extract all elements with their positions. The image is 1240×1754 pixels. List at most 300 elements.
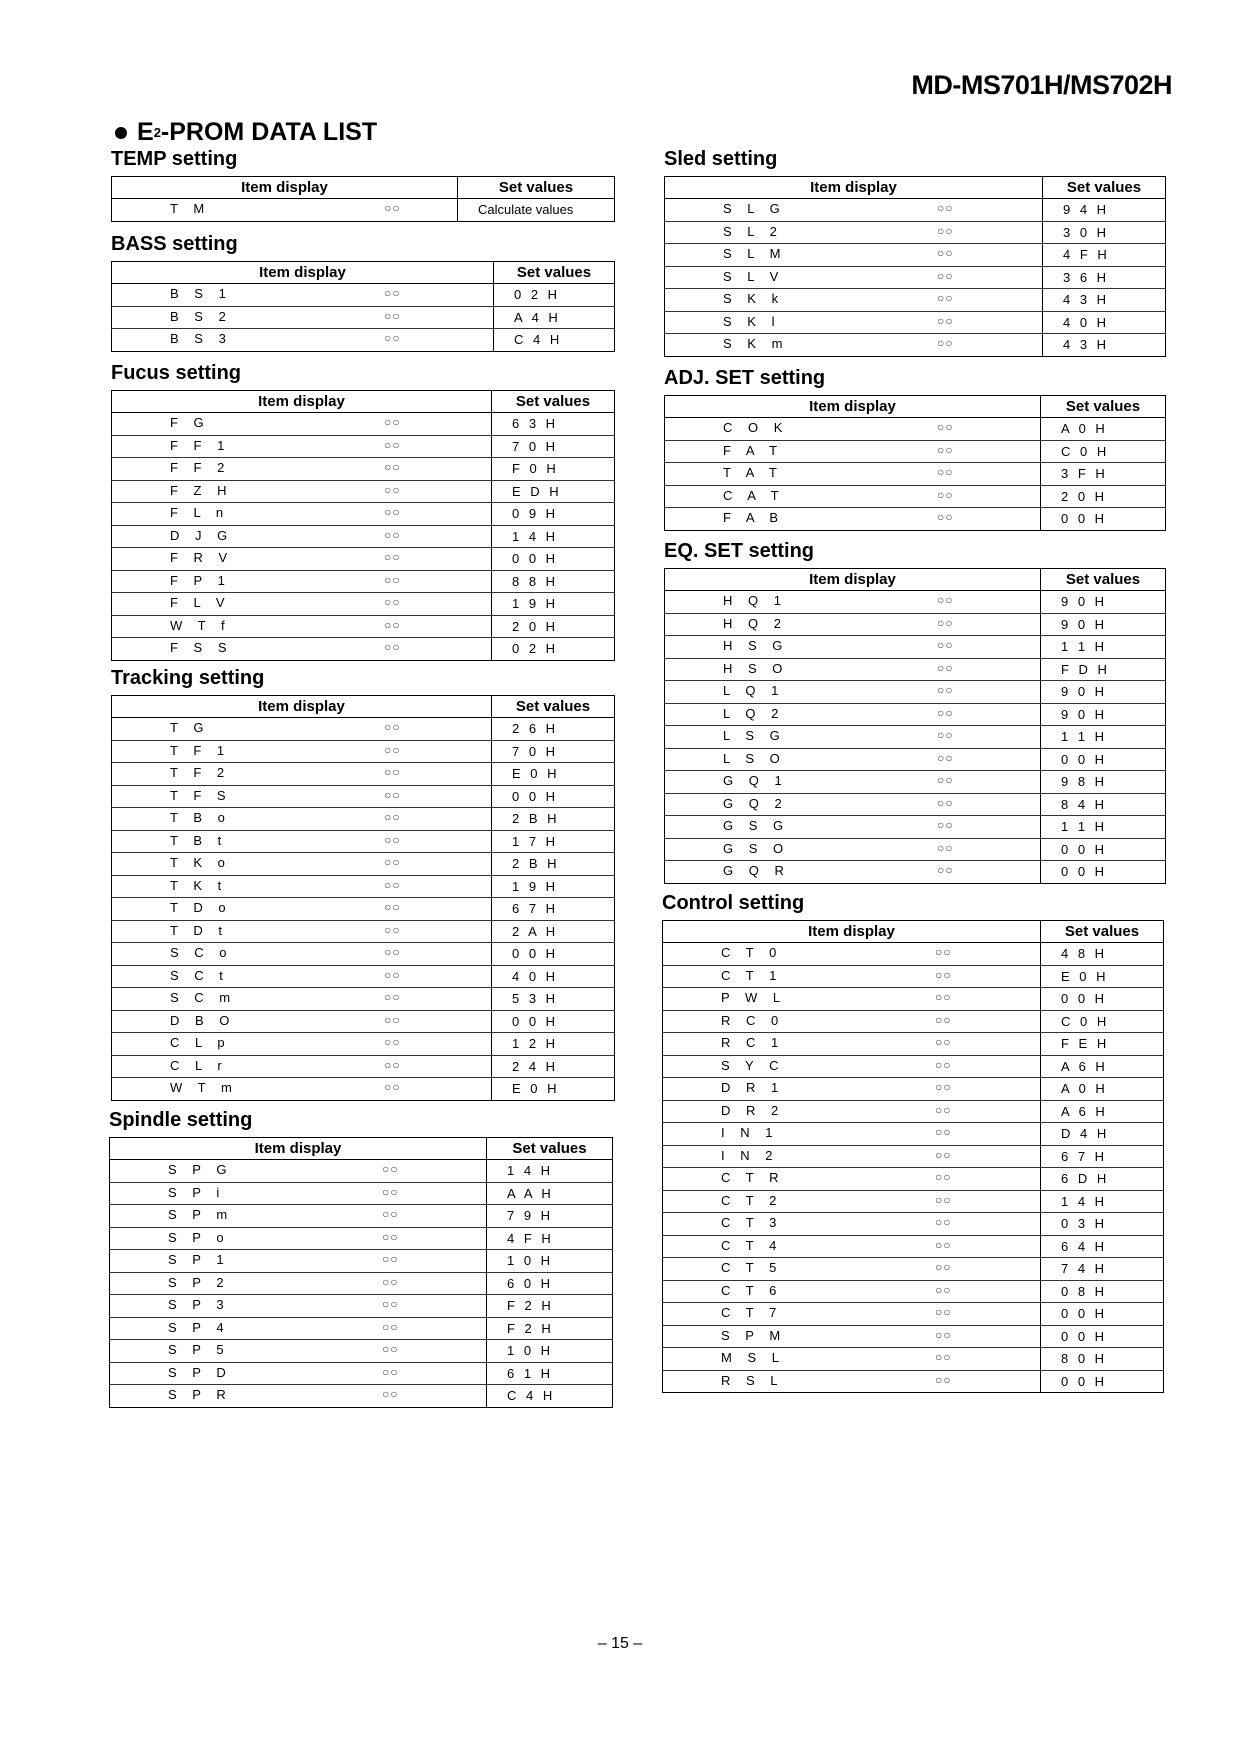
table-row [112, 480, 615, 503]
set-value-cell: 7 0 H [492, 435, 615, 458]
settings-table [662, 920, 1164, 1393]
item-display-cell [112, 199, 458, 222]
table-row [110, 1340, 613, 1363]
set-value-cell: F 2 H [487, 1317, 613, 1340]
item-code: H S O [723, 660, 789, 676]
item-code: B S 1 [170, 286, 232, 301]
item-code: F P 1 [170, 572, 231, 588]
item-display-cell [665, 440, 1041, 463]
settings-table [664, 395, 1166, 531]
item-display-cell [112, 875, 492, 898]
item-placeholder: ○○ [382, 1162, 399, 1176]
settings-table [111, 176, 615, 222]
item-display-cell [665, 508, 1041, 531]
table-row [663, 965, 1164, 988]
set-value-cell: 9 0 H [1041, 703, 1166, 726]
item-placeholder: ○○ [937, 683, 954, 697]
set-value-cell: 4 3 H [1043, 289, 1166, 312]
item-display-header: Item display [665, 396, 1041, 418]
table-row [112, 718, 615, 741]
table-row [112, 548, 615, 571]
table-row [665, 508, 1166, 531]
set-value-cell: 9 0 H [1041, 591, 1166, 614]
item-display-cell [665, 244, 1043, 267]
item-placeholder: ○○ [935, 1080, 952, 1094]
set-value-cell: C 4 H [494, 329, 615, 352]
item-display-cell [110, 1182, 487, 1205]
item-display-cell [112, 1078, 492, 1101]
item-placeholder: ○○ [937, 420, 954, 434]
item-code: S P D [168, 1364, 232, 1380]
set-value-cell: 0 0 H [1041, 508, 1166, 531]
item-placeholder: ○○ [384, 437, 401, 452]
item-code: H S G [723, 638, 789, 653]
item-display-cell [665, 726, 1041, 749]
set-value-cell: 4 0 H [1043, 311, 1166, 334]
item-placeholder: ○○ [937, 840, 954, 855]
set-value-cell: 3 6 H [1043, 266, 1166, 289]
set-value-cell: 2 B H [492, 853, 615, 876]
item-code: C L p [170, 1035, 231, 1050]
item-code: D J G [170, 527, 234, 543]
item-code: F Z H [170, 482, 233, 498]
table-row [112, 638, 615, 661]
item-placeholder: ○○ [937, 291, 954, 305]
item-placeholder: ○○ [384, 308, 401, 323]
item-display-cell [112, 593, 492, 616]
table-row [663, 1258, 1164, 1281]
item-display-cell [663, 1123, 1041, 1146]
set-values-header: Set values [487, 1138, 613, 1160]
item-placeholder: ○○ [382, 1387, 399, 1401]
set-value-cell: D 4 H [1041, 1123, 1164, 1146]
item-placeholder: ○○ [937, 268, 954, 283]
set-value-cell: 0 3 H [1041, 1213, 1164, 1236]
set-value-cell: 0 0 H [492, 943, 615, 966]
item-display-cell [665, 199, 1043, 222]
item-placeholder: ○○ [937, 795, 954, 810]
item-placeholder: ○○ [935, 945, 952, 959]
item-display-header: Item display [110, 1138, 487, 1160]
set-values-header: Set values [458, 177, 615, 199]
item-display-cell [663, 1280, 1041, 1303]
item-placeholder: ○○ [937, 615, 954, 630]
item-code: C T 3 [721, 1215, 783, 1230]
item-code: T M [170, 201, 211, 216]
item-placeholder: ○○ [384, 877, 401, 892]
set-value-cell: 0 8 H [1041, 1280, 1164, 1303]
set-value-cell: 2 A H [492, 920, 615, 943]
item-display-cell [112, 965, 492, 988]
item-code: C T 2 [721, 1192, 783, 1208]
item-code: C A T [723, 487, 785, 503]
set-value-cell: A 4 H [494, 306, 615, 329]
table-row [665, 485, 1166, 508]
table-row [112, 898, 615, 921]
table-row [665, 793, 1166, 816]
table-row [665, 726, 1166, 749]
item-display-cell [663, 1258, 1041, 1281]
item-placeholder: ○○ [937, 750, 954, 765]
item-code: S P i [168, 1184, 226, 1200]
item-code: F F 2 [170, 460, 231, 475]
item-placeholder: ○○ [382, 1342, 399, 1356]
set-value-cell: 8 4 H [1041, 793, 1166, 816]
item-display-cell [665, 816, 1041, 839]
set-values-header: Set values [492, 696, 615, 718]
item-code: M S L [721, 1350, 785, 1365]
item-placeholder: ○○ [935, 1350, 952, 1364]
set-value-cell: 0 0 H [1041, 748, 1166, 771]
section-title: Fucus setting [111, 362, 242, 384]
table-row [665, 748, 1166, 771]
set-value-cell: C 0 H [1041, 440, 1166, 463]
set-value-cell: 1 9 H [492, 875, 615, 898]
item-display-cell [665, 266, 1043, 289]
item-code: S L V [723, 268, 785, 284]
item-code: T K t [170, 877, 228, 893]
set-value-cell: 0 0 H [1041, 861, 1166, 884]
table-row [665, 244, 1166, 267]
table-row [112, 1078, 615, 1101]
table-row [665, 636, 1166, 659]
item-code: L Q 1 [723, 683, 785, 698]
set-value-cell: 6 4 H [1041, 1235, 1164, 1258]
item-display-cell [112, 570, 492, 593]
table-row [663, 1078, 1164, 1101]
item-placeholder: ○○ [937, 773, 954, 787]
item-display-header: Item display [112, 177, 458, 199]
section-title: Tracking setting [111, 667, 265, 689]
item-display-cell [665, 463, 1041, 486]
item-code: D B O [170, 1012, 236, 1028]
item-placeholder: ○○ [935, 1282, 952, 1297]
item-code: S Y C [721, 1057, 785, 1073]
item-code: B S 3 [170, 331, 232, 346]
item-display-cell [112, 808, 492, 831]
item-placeholder: ○○ [384, 640, 401, 654]
item-code: S C t [170, 967, 229, 983]
table-row [663, 1145, 1164, 1168]
item-display-cell [663, 1078, 1041, 1101]
item-code: D R 2 [721, 1102, 785, 1118]
table-row [665, 613, 1166, 636]
item-display-cell [665, 861, 1041, 884]
item-code: R C 1 [721, 1035, 785, 1050]
set-value-cell: 7 0 H [492, 740, 615, 763]
bass-section [111, 233, 615, 352]
item-placeholder: ○○ [384, 201, 401, 215]
table-row [112, 830, 615, 853]
item-code: G Q R [723, 863, 790, 878]
table-row [112, 458, 615, 481]
item-placeholder: ○○ [935, 1237, 952, 1252]
item-code: I N 1 [721, 1125, 779, 1140]
set-value-cell: 1 1 H [1041, 726, 1166, 749]
item-code: S P M [721, 1327, 787, 1343]
set-value-cell: 0 0 H [492, 785, 615, 808]
table-row [663, 988, 1164, 1011]
item-code: R C 0 [721, 1012, 785, 1028]
item-display-cell [665, 334, 1043, 357]
item-display-cell [663, 1348, 1041, 1371]
item-display-cell [112, 1033, 492, 1056]
item-display-cell [663, 1213, 1041, 1236]
item-code: G Q 1 [723, 773, 788, 788]
table-row [110, 1362, 613, 1385]
table-row [665, 591, 1166, 614]
table-row [665, 861, 1166, 884]
set-value-cell: E 0 H [492, 1078, 615, 1101]
item-code: T B o [170, 810, 231, 825]
item-placeholder: ○○ [935, 1125, 952, 1139]
table-row [112, 199, 615, 222]
item-code: H Q 1 [723, 593, 787, 608]
item-display-header: Item display [663, 921, 1041, 943]
item-placeholder: ○○ [382, 1207, 399, 1221]
item-placeholder: ○○ [937, 246, 954, 260]
set-value-cell: 1 4 H [1041, 1190, 1164, 1213]
section-title: Control setting [662, 892, 805, 914]
item-placeholder: ○○ [384, 900, 401, 914]
item-display-cell [110, 1317, 487, 1340]
item-display-cell [112, 525, 492, 548]
set-value-cell: A A H [487, 1182, 613, 1205]
table-row [112, 943, 615, 966]
item-display-cell [112, 548, 492, 571]
list-title [115, 118, 377, 147]
item-display-cell [112, 740, 492, 763]
control-section [662, 892, 1164, 1393]
set-value-cell: 2 4 H [492, 1055, 615, 1078]
settings-table [109, 1137, 613, 1408]
item-display-cell [110, 1385, 487, 1408]
section-title: EQ. SET setting [664, 540, 815, 562]
item-placeholder: ○○ [382, 1229, 399, 1244]
item-code: C T 1 [721, 967, 783, 983]
item-placeholder: ○○ [937, 863, 954, 877]
item-display-cell [665, 418, 1041, 441]
table-row [665, 221, 1166, 244]
item-display-cell [110, 1340, 487, 1363]
item-placeholder: ○○ [937, 487, 954, 502]
set-values-header: Set values [1041, 921, 1164, 943]
set-value-cell: 0 9 H [492, 503, 615, 526]
item-code: P W L [721, 990, 787, 1005]
item-placeholder: ○○ [384, 550, 401, 564]
table-row [663, 1235, 1164, 1258]
list-title-sup: 2 [153, 125, 161, 140]
table-row [665, 199, 1166, 222]
set-values-header: Set values [1041, 396, 1166, 418]
settings-table [111, 695, 615, 1101]
item-placeholder: ○○ [937, 818, 954, 832]
set-value-cell: E 0 H [1041, 965, 1164, 988]
item-placeholder: ○○ [935, 1147, 952, 1162]
set-value-cell: 4 0 H [492, 965, 615, 988]
table-row [110, 1160, 613, 1183]
item-code: S P m [168, 1207, 234, 1222]
item-code: G S G [723, 818, 790, 833]
tracking-section [111, 667, 615, 1101]
item-display-cell [110, 1227, 487, 1250]
item-placeholder: ○○ [935, 1260, 952, 1274]
table-row [112, 1033, 615, 1056]
item-placeholder: ○○ [935, 967, 952, 982]
item-display-cell [112, 1055, 492, 1078]
item-code: F G [170, 415, 210, 430]
page-number: – 15 – [597, 1635, 643, 1652]
item-code: T F 1 [170, 742, 231, 758]
item-code: T D o [170, 900, 232, 915]
set-values-header: Set values [1041, 569, 1166, 591]
item-code: C T 6 [721, 1282, 783, 1298]
item-placeholder: ○○ [935, 1215, 952, 1229]
set-value-cell: C 0 H [1041, 1010, 1164, 1033]
set-value-cell: 5 3 H [492, 988, 615, 1011]
item-code: S P 5 [168, 1342, 230, 1357]
table-row [112, 875, 615, 898]
item-display-cell [663, 1100, 1041, 1123]
item-display-cell [665, 289, 1043, 312]
item-code: F F 1 [170, 437, 231, 453]
set-value-cell: 1 4 H [492, 525, 615, 548]
item-placeholder: ○○ [384, 855, 401, 869]
set-value-cell: 4 F H [487, 1227, 613, 1250]
table-row [663, 1303, 1164, 1326]
item-display-cell [663, 1190, 1041, 1213]
item-display-cell [663, 1235, 1041, 1258]
item-display-cell [110, 1295, 487, 1318]
item-placeholder: ○○ [384, 527, 401, 542]
item-placeholder: ○○ [935, 1305, 952, 1319]
set-value-cell: 1 1 H [1041, 816, 1166, 839]
set-value-cell: F E H [1041, 1033, 1164, 1056]
item-code: F A T [723, 442, 784, 458]
set-value-cell: 1 0 H [487, 1250, 613, 1273]
set-value-cell: 2 B H [492, 808, 615, 831]
item-display-cell [112, 830, 492, 853]
item-display-cell [665, 838, 1041, 861]
table-row [112, 329, 615, 352]
set-value-cell: 1 4 H [487, 1160, 613, 1183]
section-title: TEMP setting [111, 148, 238, 170]
item-display-cell [112, 718, 492, 741]
item-display-cell [665, 771, 1041, 794]
item-placeholder: ○○ [382, 1297, 399, 1311]
item-display-cell [665, 636, 1041, 659]
item-code: F S S [170, 640, 233, 655]
item-display-cell [112, 988, 492, 1011]
item-code: W T m [170, 1080, 238, 1095]
set-value-cell: 0 0 H [1041, 1370, 1164, 1393]
item-code: L Q 2 [723, 705, 785, 721]
table-row [112, 306, 615, 329]
table-row [663, 1325, 1164, 1348]
item-placeholder: ○○ [384, 505, 401, 519]
item-code: T G [170, 720, 210, 735]
item-code: T F 2 [170, 765, 231, 780]
table-row [665, 838, 1166, 861]
set-value-cell: 0 0 H [1041, 1325, 1164, 1348]
sled-section [664, 148, 1166, 357]
table-row [112, 785, 615, 808]
set-value-cell: 8 8 H [492, 570, 615, 593]
set-value-cell: A 0 H [1041, 1078, 1164, 1101]
item-placeholder: ○○ [384, 617, 401, 632]
table-row [112, 763, 615, 786]
item-placeholder: ○○ [937, 442, 954, 457]
item-placeholder: ○○ [384, 415, 401, 429]
item-code: S L 2 [723, 223, 783, 239]
item-display-cell [112, 284, 494, 307]
item-code: G Q 2 [723, 795, 788, 811]
set-value-cell: 4 3 H [1043, 334, 1166, 357]
item-placeholder: ○○ [935, 1170, 952, 1184]
item-placeholder: ○○ [935, 1102, 952, 1117]
item-code: S C m [170, 990, 237, 1005]
set-value-cell: 0 2 H [492, 638, 615, 661]
list-title-prefix: E [137, 118, 154, 146]
table-row [112, 435, 615, 458]
item-code: L S O [723, 750, 786, 766]
item-display-cell [112, 638, 492, 661]
item-placeholder: ○○ [382, 1274, 399, 1289]
item-placeholder: ○○ [937, 728, 954, 742]
set-value-cell: A 6 H [1041, 1100, 1164, 1123]
set-value-cell: 6 D H [1041, 1168, 1164, 1191]
table-row [663, 943, 1164, 966]
item-code: C T 5 [721, 1260, 783, 1275]
item-display-cell [665, 613, 1041, 636]
set-value-cell: 9 0 H [1041, 613, 1166, 636]
item-display-header: Item display [665, 569, 1041, 591]
item-code: C T 4 [721, 1237, 783, 1253]
item-code: T B t [170, 832, 228, 848]
table-row [665, 658, 1166, 681]
item-display-cell [112, 1010, 492, 1033]
item-code: T D t [170, 922, 228, 938]
item-display-cell [112, 763, 492, 786]
table-row [112, 920, 615, 943]
item-code: S K m [723, 336, 789, 351]
table-row [665, 289, 1166, 312]
settings-table [111, 390, 615, 661]
item-placeholder: ○○ [384, 990, 401, 1004]
set-value-cell: 3 F H [1041, 463, 1166, 486]
item-display-cell [663, 1145, 1041, 1168]
table-row [112, 965, 615, 988]
eq-section [664, 540, 1166, 884]
item-display-header: Item display [112, 262, 494, 284]
item-code: C L r [170, 1057, 228, 1073]
item-display-cell [665, 485, 1041, 508]
set-value-cell: 9 8 H [1041, 771, 1166, 794]
item-placeholder: ○○ [935, 990, 952, 1004]
table-row [665, 816, 1166, 839]
item-display-cell [665, 681, 1041, 704]
table-row [112, 1010, 615, 1033]
item-placeholder: ○○ [382, 1364, 399, 1379]
set-values-header: Set values [1043, 177, 1166, 199]
settings-table [111, 261, 615, 352]
settings-table [664, 568, 1166, 884]
table-row [110, 1385, 613, 1408]
set-value-cell: 6 7 H [1041, 1145, 1164, 1168]
item-code: S P 1 [168, 1252, 230, 1267]
item-placeholder: ○○ [384, 787, 401, 802]
fucus-section [111, 362, 615, 661]
